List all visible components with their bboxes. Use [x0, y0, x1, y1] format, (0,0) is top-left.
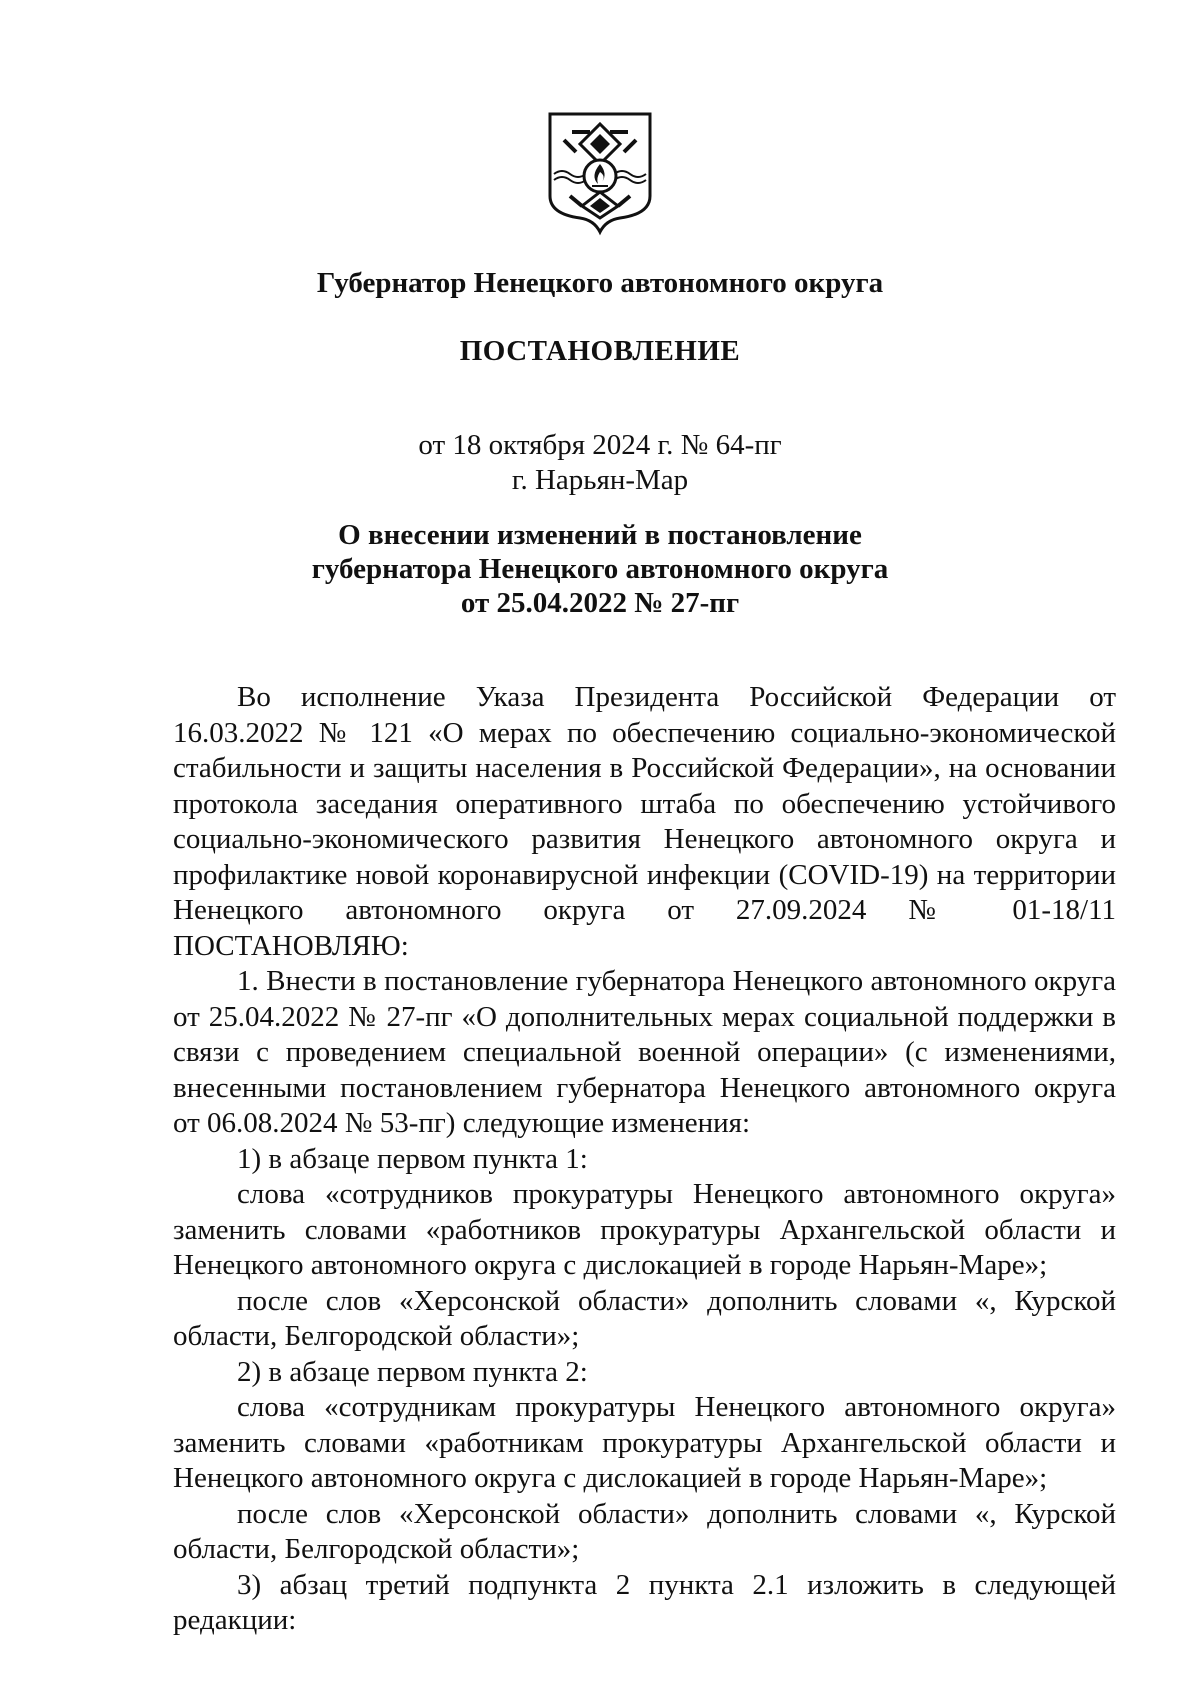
document-subject	[0, 518, 1200, 620]
body-paragraph: 1) в абзаце первом пункта 1:	[237, 1142, 588, 1175]
body-paragraph: 2) в абзаце первом пункта 2:	[237, 1355, 588, 1388]
body-paragraph: после слов «Херсонской области» дополнить словами «, Курской области, Белгородской области»;	[173, 1497, 1116, 1565]
body-paragraph: Во исполнение Указа Президента Российской Федерации от 16.03.2022 № 121 «О мерах по обеспечению социально-экономической стабильности и защиты населения в Российской Федерации», на основании протокола заседания оперативного штаба по обеспечению устойчивого социально-экономического развития Ненецкого автономного округа и профилактике новой коронавирусной инфекции (COVID-19) на территории Ненецкого автономного округа от 27.09.2024 № 01-18/11 ПОСТАНОВЛЯЮ:	[173, 681, 1116, 962]
issuer-title: Губернатор Ненецкого автономного округа	[316, 267, 884, 299]
coat-of-arms-icon	[546, 110, 654, 236]
subject-line: губернатора Ненецкого автономного округа	[311, 553, 889, 585]
city: г. Нарьян-Мар	[511, 464, 689, 496]
body-paragraph: слова «сотрудникам прокуратуры Ненецкого автономного округа» заменить словами «работникам прокуратуры Архангельской области и Ненецкого автономного округа с дислокацией в городе Нарьян-Маре»;	[173, 1391, 1116, 1494]
document-type: ПОСТАНОВЛЕНИЕ	[459, 335, 741, 367]
subject-line: О внесении изменений в постановление	[338, 519, 862, 551]
body-paragraph: 3) абзац третий подпункта 2 пункта 2.1 изложить в следующей редакции:	[173, 1568, 1116, 1636]
body-paragraph: слова «сотрудников прокуратуры Ненецкого автономного округа» заменить словами «работников прокуратуры Архангельской области и Ненецкого автономного округа с дислокацией в городе Нарьян-Маре»;	[173, 1178, 1116, 1281]
document-body	[173, 680, 1116, 1639]
body-paragraph: 1. Внести в постановление губернатора Ненецкого автономного округа от 25.04.2022 № 27-пг «О дополнительных мерах социальной поддержки в связи с проведением специальной военной операции» (с изменениями, внесенными постановлением губернатора Ненецкого автономного округа от 06.08.2024 № 53-пг) следующие изменения:	[173, 965, 1116, 1139]
body-paragraph: после слов «Херсонской области» дополнить словами «, Курской области, Белгородской области»;	[173, 1284, 1116, 1352]
document-meta	[0, 428, 1200, 498]
date-number: от 18 октября 2024 г. № 64-пг	[418, 429, 782, 461]
subject-line: от 25.04.2022 № 27-пг	[460, 587, 740, 619]
